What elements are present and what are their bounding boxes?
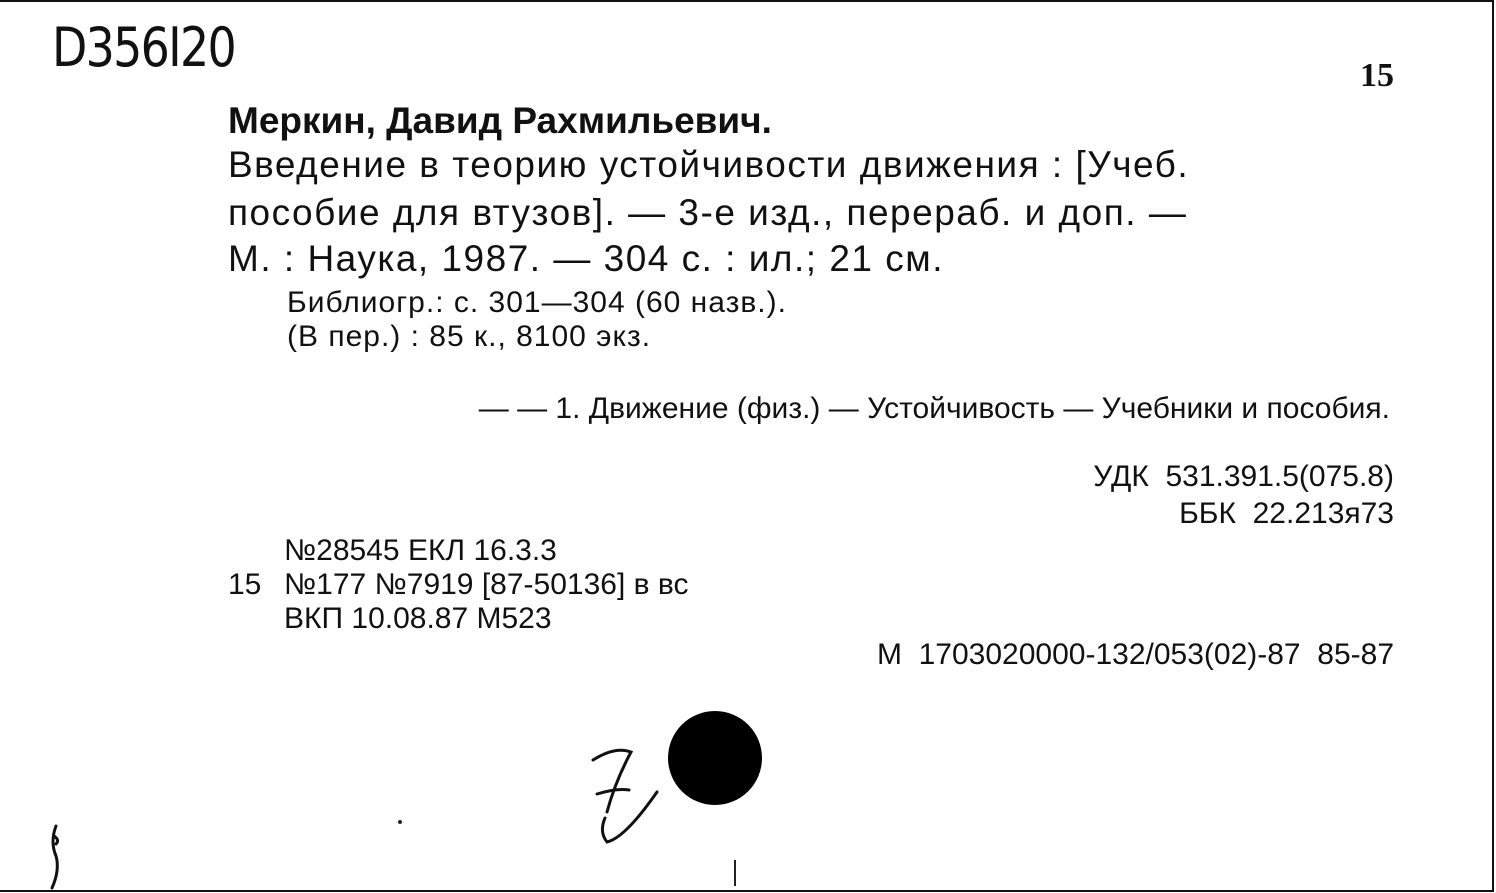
inventory-stamp: D356I20 — [52, 16, 236, 79]
punch-hole — [668, 711, 762, 805]
registry-line: ВКП 10.08.87 М523 — [284, 602, 552, 635]
udc-code: УДК 531.391.5(075.8) — [1093, 460, 1394, 493]
description-line: М. : Наука, 1987. — 304 с. : ил.; 21 см. — [228, 238, 944, 279]
description-line: Введение в теорию устойчивости движения : [Учеб. — [228, 144, 1190, 185]
subject-headings: — — 1. Движение (физ.) — Устойчивость — Учебники и пособия. — [478, 392, 1390, 425]
price-note: (В пер.) : 85 к., 8100 экз. — [287, 320, 652, 353]
ink-speck — [398, 820, 402, 824]
registry-line: №28545 ЕКЛ 16.3.3 — [284, 534, 557, 567]
registry-line: №177 №7919 [87-50136] в вс — [284, 568, 689, 601]
handwritten-mark — [585, 742, 665, 852]
edge-scribble — [44, 822, 68, 892]
registry-prefix: 15 — [228, 568, 262, 601]
author-heading: Меркин, Давид Рахмильевич. — [228, 100, 772, 141]
bbk-code: ББК 22.213я73 — [1179, 497, 1394, 530]
description-line: пособие для втузов]. — 3-е изд., перераб. и доп. — — [228, 192, 1188, 233]
card-number: 15 — [1360, 57, 1394, 94]
edge-tick — [734, 860, 736, 886]
series-code: М 1703020000-132/053(02)-87 85-87 — [876, 638, 1394, 671]
bibliography-note: Библиогр.: с. 301—304 (60 назв.). — [287, 286, 787, 319]
